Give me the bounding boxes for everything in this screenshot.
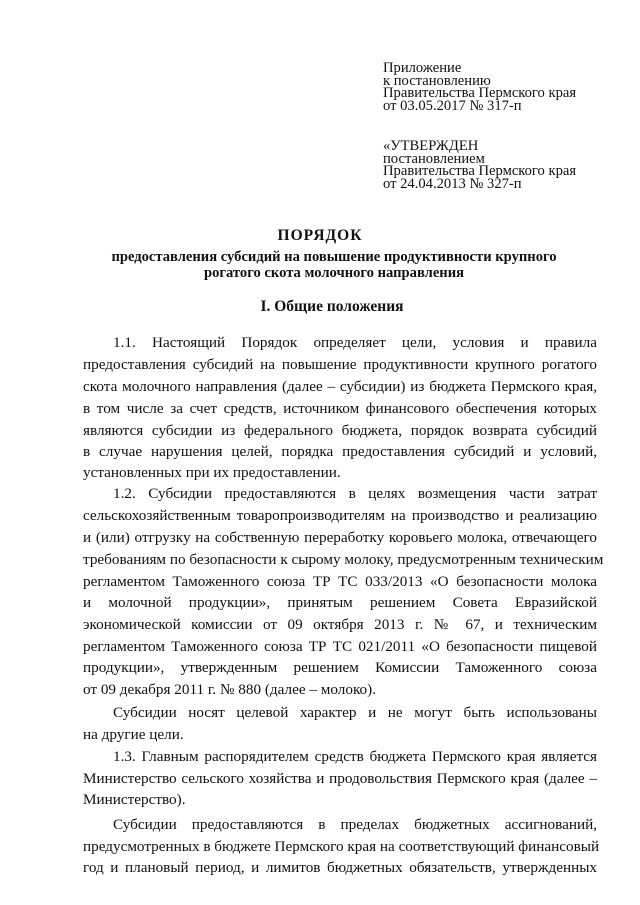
body-line: регламентом Таможенного союза ТР ТС 033/2013 «О безопасности молока — [83, 573, 597, 590]
body-line: в случае нарушения целей, порядка предоставления субсидий и условий, — [83, 443, 597, 460]
body-line: год и плановый период, и лимитов бюджетных обязательств, утвержденных — [83, 859, 597, 876]
document-subtitle-line: рогатого скота молочного направления — [203, 265, 465, 281]
approved-header — [383, 140, 623, 190]
body-line: Субсидии предоставляются в пределах бюджетных ассигнований, — [113, 816, 597, 833]
body-line: скота молочного направления (далее – субсидии) из бюджета Пермского края, — [83, 378, 597, 395]
body-line: Субсидии носят целевой характер и не могут быть использованы — [113, 704, 597, 721]
approved-line: от 24.04.2013 № 327-п — [383, 175, 522, 192]
body-line: Министерство). — [83, 791, 186, 808]
body-line: экономической комиссии от 09 октября 2013 г. № 67, и техническим — [83, 616, 597, 633]
appendix-line: к постановлению — [383, 72, 491, 89]
body-line: от 09 декабря 2011 г. № 880 (далее – молоко). — [83, 681, 376, 698]
approved-line: постановлением — [383, 150, 485, 167]
body-line: и молочной продукции», принятым решением Совета Евразийской — [83, 594, 597, 611]
document-title: ПОРЯДОК — [277, 227, 363, 244]
approved-line: «УТВЕРЖДЕН — [383, 138, 479, 154]
body-line: и (или) отгрузку на собственную переработку коровьего молока, отвечающего — [83, 529, 597, 546]
appendix-line: Правительства Пермского края — [383, 85, 577, 101]
approved-line: Правительства Пермского края — [383, 163, 577, 179]
body-line: требованиям по безопасности к сырому молоку, предусмотренным техническим — [83, 551, 604, 568]
body-line: в том числе за счет средств, источником финансового обеспечения которых — [83, 400, 597, 417]
body-line: Министерство сельского хозяйства и продовольствия Пермского края (далее – — [83, 770, 597, 787]
body-line: регламентом Таможенного союза ТР ТС 021/2011 «О безопасности пищевой — [83, 638, 597, 655]
body-line: продукции», утвержденным решением Комиссии Таможенного союза — [83, 659, 597, 676]
document-subtitle-line: предоставления субсидий на повышение продуктивности крупного — [111, 249, 557, 265]
appendix-line: от 03.05.2017 № 317-п — [383, 97, 522, 114]
body-line: предусмотренных в бюджете Пермского края на соответствующий финансовый — [83, 838, 600, 855]
body-line: установленных при их предоставлении. — [83, 464, 341, 481]
body-line: на другие цели. — [83, 726, 184, 743]
body-line: 1.1. Настоящий Порядок определяет цели, условия и правила — [113, 334, 597, 351]
body-line: 1.2. Субсидии предоставляются в целях возмещения части затрат — [113, 485, 597, 502]
appendix-header — [383, 62, 623, 112]
body-line: предоставления субсидий на повышение продуктивности крупного рогатого — [83, 356, 597, 373]
body-line: являются субсидии из федерального бюджета, порядок возврата субсидий — [83, 422, 597, 439]
section-heading: I. Общие положения — [260, 298, 404, 315]
body-line: сельскохозяйственным товаропроизводителям на производство и реализацию — [83, 507, 597, 524]
body-line: 1.3. Главным распорядителем средств бюджета Пермского края является — [113, 748, 597, 765]
appendix-line: Приложение — [383, 60, 462, 76]
